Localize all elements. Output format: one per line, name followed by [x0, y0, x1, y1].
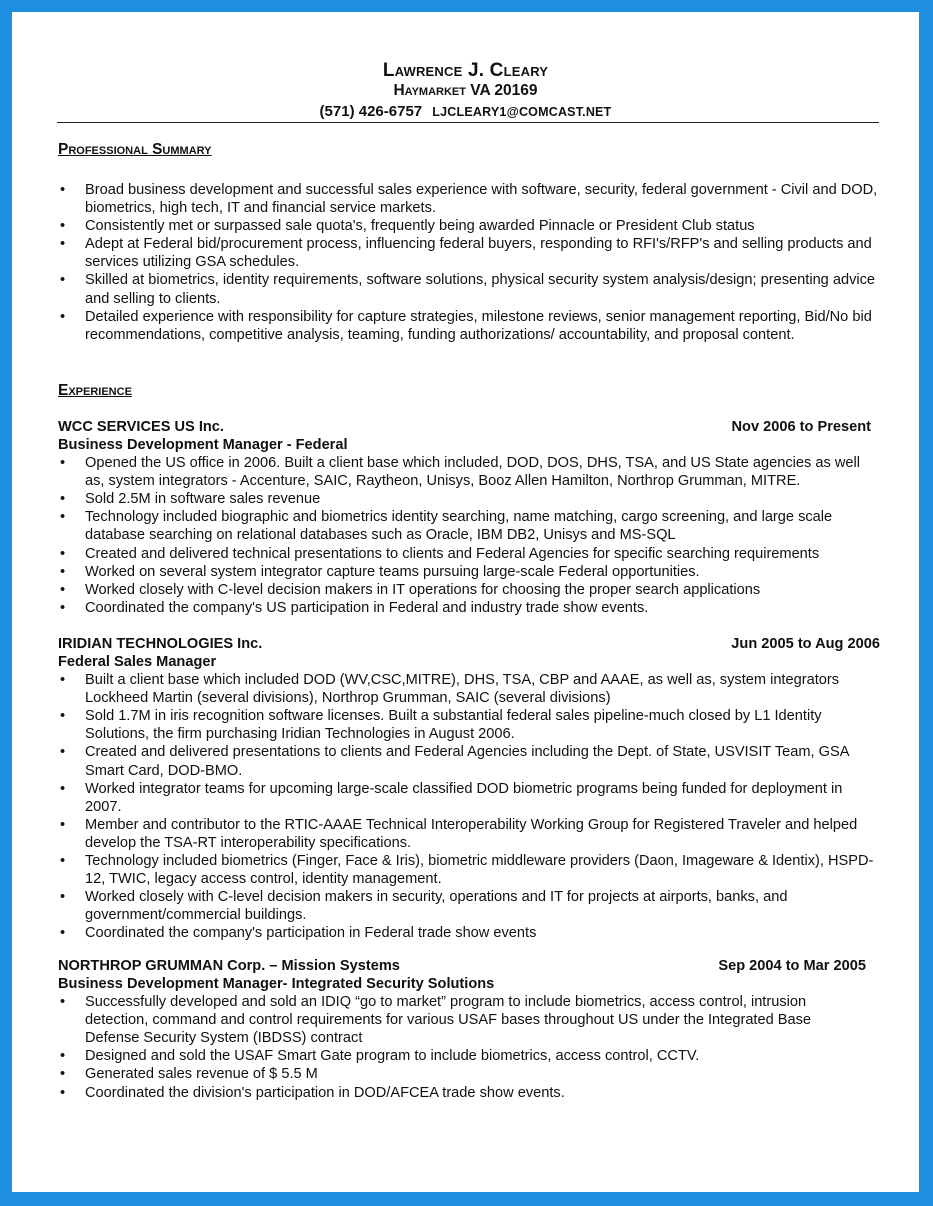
candidate-name: Lawrence J. Cleary — [382, 60, 549, 81]
job-bullet: • Successfully developed and sold an IDIQ “go to market” program to include biometrics, access control, intrusion detection, command and control requirements for various USAF bases throughout US under the Integrated Base Defense Security System (IBDSS) contract — [58, 993, 866, 1047]
job-bullet-list — [58, 454, 871, 617]
phone-number: (571) 426-6757 — [319, 103, 423, 120]
job-entry — [58, 418, 871, 617]
job-entry — [58, 635, 880, 943]
job-dates: Sep 2004 to Mar 2005 — [718, 958, 866, 974]
job-title: Federal Sales Manager — [58, 654, 217, 670]
job-bullet: • Created and delivered presentations to clients and Federal Agencies including the Dept. of State, USVISIT Team, GSA Smart Card, DOD-BMO. — [58, 743, 880, 779]
company-name: WCC SERVICES US Inc. — [58, 419, 224, 435]
job-bullet: • Generated sales revenue of $ 5.5 M — [58, 1065, 866, 1083]
job-header — [58, 957, 866, 975]
job-bullet: • Coordinated the company's US participation in Federal and industry trade show events. — [58, 599, 871, 617]
job-dates: Nov 2006 to Present — [731, 419, 871, 435]
job-bullet: • Worked on several system integrator capture teams pursuing large-scale Federal opportunities. — [58, 563, 871, 581]
section-title-summary: Professional Summary — [58, 141, 212, 158]
job-bullet: • Technology included biographic and biometrics identity searching, name matching, cargo screening, and large scale database searching on relational databases such as Oracle, IBM DB2, Unisys and MS-SQL — [58, 508, 871, 544]
job-header — [58, 418, 871, 436]
summary-bullet: • Broad business development and successful sales experience with software, security, federal government - Civil and DOD, biometrics, high tech, IT and financial service markets. — [58, 181, 888, 217]
job-dates: Jun 2005 to Aug 2006 — [731, 636, 880, 652]
summary-bullet: • Skilled at biometrics, identity requirements, software solutions, physical security system analysis/design; presenting advice and selling to clients. — [58, 271, 888, 307]
company-name: IRIDIAN TECHNOLOGIES Inc. — [58, 636, 263, 652]
candidate-address: Haymarket VA 20169 — [393, 82, 538, 99]
company-name: NORTHROP GRUMMAN Corp. – Mission Systems — [58, 958, 400, 974]
job-bullet: • Coordinated the company's participation in Federal trade show events — [58, 924, 880, 942]
summary-section — [58, 181, 888, 344]
job-bullet: • Created and delivered technical presentations to clients and Federal Agencies for specific searching requirements — [58, 545, 871, 563]
summary-bullet: • Adept at Federal bid/procurement process, influencing federal buyers, responding to RFI's/RFP's and selling products and services utilizing GSA schedules. — [58, 235, 888, 271]
job-title: Business Development Manager- Integrated Security Solutions — [58, 976, 495, 992]
job-bullet: • Built a client base which included DOD (WV,CSC,MITRE), DHS, TSA, CBP and AAAE, as well as, system integrators Lockheed Martin (several divisions), Northrop Grumman, SAIC (several divisions) — [58, 671, 880, 707]
job-bullet: • Technology included biometrics (Finger, Face & Iris), biometric middleware providers (Daon, Imageware & Identix), HSPD-12, TWIC, legacy access control, identity management. — [58, 852, 880, 888]
resume-page — [12, 12, 919, 1192]
job-header — [58, 635, 880, 653]
summary-bullet: • Detailed experience with responsibility for capture strategies, milestone reviews, senior management reporting, Bid/No bid recommendations, competitive analysis, teaming, funding authorizations/ accountability, and proposal content. — [58, 308, 888, 344]
job-bullet-list — [58, 993, 866, 1102]
summary-list — [58, 181, 888, 344]
summary-bullet: • Consistently met or surpassed sale quota's, frequently being awarded Pinnacle or President Club status — [58, 217, 888, 235]
header-divider — [57, 122, 879, 123]
job-title: Business Development Manager - Federal — [58, 437, 348, 453]
job-bullet: • Coordinated the division's participation in DOD/AFCEA trade show events. — [58, 1084, 866, 1102]
job-bullet-list — [58, 671, 880, 942]
job-entry — [58, 957, 866, 1102]
job-bullet: • Sold 2.5M in software sales revenue — [58, 490, 871, 508]
job-bullet: • Sold 1.7M in iris recognition software licenses. Built a substantial federal sales pipeline-much closed by L1 Identity Solutions, the firm purchasing Iridian Technologies in August 2006. — [58, 707, 880, 743]
job-bullet: • Designed and sold the USAF Smart Gate program to include biometrics, access control, CCTV. — [58, 1047, 866, 1065]
job-bullet: • Member and contributor to the RTIC-AAAE Technical Interoperability Working Group for Registered Traveler and helped develop the TSA-RT interoperability specifications. — [58, 816, 880, 852]
job-bullet: • Worked closely with C-level decision makers in security, operations and IT for projects at airports, banks, and government/commercial buildings. — [58, 888, 880, 924]
job-bullet: • Opened the US office in 2006. Built a client base which included, DOD, DOS, DHS, TSA, and US State agencies as well as, system integrators - Accenture, SAIC, Raytheon, Unisys, Booz Allen Hamilton, Northrop Grumman, MITRE. — [58, 454, 871, 490]
section-title-experience: Experience — [58, 382, 132, 399]
job-bullet: • Worked closely with C-level decision makers in IT operations for choosing the proper search applications — [58, 581, 871, 599]
email-address: LJCLEARY1@COMCAST.NET — [432, 105, 612, 119]
contact-line — [12, 103, 919, 120]
job-bullet: • Worked integrator teams for upcoming large-scale classified DOD biometric programs being funded for deployment in 2007. — [58, 780, 880, 816]
